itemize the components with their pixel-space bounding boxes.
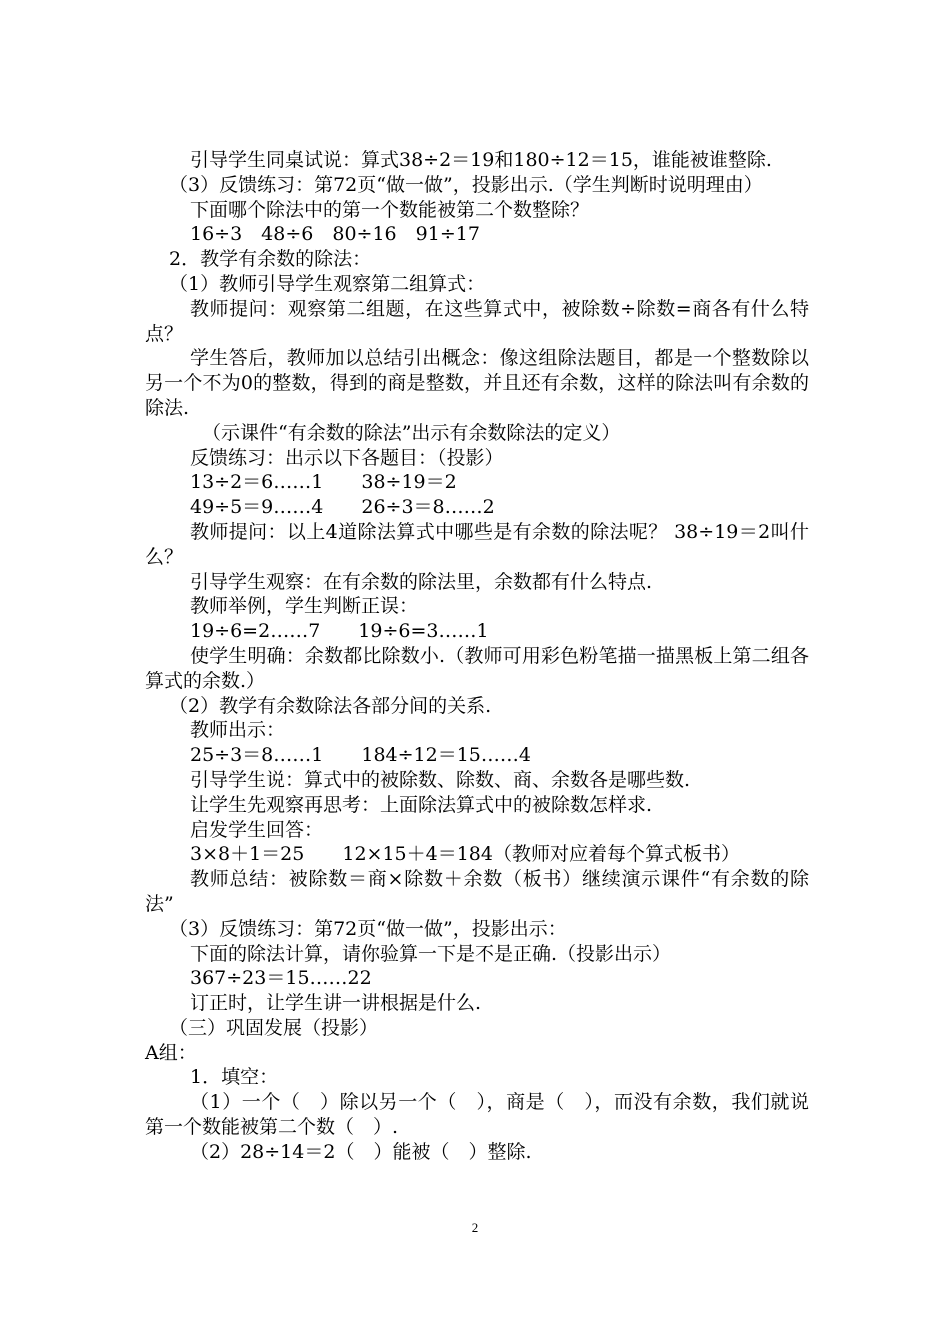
paragraph: （3）反馈练习：第72页“做一做”，投影出示.（学生判断时说明理由） bbox=[169, 173, 763, 196]
paragraph: 教师提问：观察第二组题，在这些算式中，被除数÷除数=商各有什么特点？ bbox=[145, 297, 809, 345]
paragraph: （2）28÷14＝2（ ）能被（ ）整除. bbox=[190, 1140, 532, 1163]
paragraph: 引导学生观察：在有余数的除法里，余数都有什么特点. bbox=[190, 570, 653, 593]
paragraph: 教师总结：被除数＝商×除数＋余数（板书）继续演示课件“有余数的除法” bbox=[145, 868, 809, 915]
paragraph: （1）教师引导学生观察第二组算式： bbox=[169, 272, 486, 295]
paragraph: 教师提问：以上4道除法算式中哪些是有余数的除法呢？ 38÷19＝2叫什么？ bbox=[145, 520, 809, 568]
paragraph: 367÷23＝15……22 bbox=[190, 967, 372, 990]
paragraph: 1．填空： bbox=[190, 1066, 279, 1089]
paragraph: 16÷3 48÷6 80÷16 91÷17 bbox=[190, 223, 480, 246]
paragraph: 使学生明确：余数都比除数小.（教师可用彩色粉笔描一描黑板上第二组各算式的余数.） bbox=[145, 644, 809, 692]
paragraph: 下面哪个除法中的第一个数能被第二个数整除？ bbox=[190, 198, 590, 221]
paragraph: 19÷6=2……7 19÷6=3……1 bbox=[190, 620, 489, 643]
paragraph: （示课件“有余数的除法”出示有余数除法的定义） bbox=[202, 421, 621, 444]
paragraph: 让学生先观察再思考：上面除法算式中的被除数怎样求. bbox=[190, 793, 653, 816]
paragraph: （1）一个（ ）除以另一个（ ），商是（ ），而没有余数，我们就说第一个数能被第二个数（ ）. bbox=[145, 1091, 809, 1139]
paragraph: 3×8＋1＝25 12×15＋4＝184（教师对应着每个算式板书） bbox=[190, 843, 740, 866]
paragraph: （3）反馈练习：第72页“做一做”，投影出示： bbox=[169, 917, 567, 940]
paragraph: 教师出示： bbox=[190, 719, 286, 742]
paragraph: 13÷2＝6……1 38÷19＝2 bbox=[190, 471, 457, 494]
paragraph: 教师举例，学生判断正误： bbox=[190, 595, 419, 618]
paragraph: 订正时，让学生讲一讲根据是什么. bbox=[190, 992, 482, 1015]
paragraph: 49÷5＝9……4 26÷3＝8……2 bbox=[190, 496, 495, 519]
paragraph: 引导学生说：算式中的被除数、除数、商、余数各是哪些数. bbox=[190, 768, 691, 791]
body-text bbox=[145, 148, 809, 1165]
paragraph: （三）巩固发展（投影） bbox=[169, 1016, 379, 1039]
paragraph: 25÷3＝8……1 184÷12＝15……4 bbox=[190, 744, 531, 767]
paragraph: 引导学生同桌试说：算式38÷2＝19和180÷12＝15，谁能被谁整除. bbox=[190, 149, 772, 171]
paragraph: （2）教学有余数除法各部分间的关系. bbox=[169, 694, 492, 717]
paragraph: 下面的除法计算，请你验算一下是不是正确.（投影出示） bbox=[190, 942, 672, 965]
paragraph: A组： bbox=[145, 1041, 197, 1064]
paragraph: 学生答后，教师加以总结引出概念：像这组除法题目，都是一个整数除以另一个不为0的整数，得到的商是整数，并且还有余数，这样的除法叫有余数的除法. bbox=[145, 347, 809, 419]
paragraph: 2．教学有余数的除法： bbox=[169, 248, 372, 271]
paragraph: 反馈练习：出示以下各题目：（投影） bbox=[190, 446, 504, 469]
paragraph: 启发学生回答： bbox=[190, 818, 324, 841]
page-number: 2 bbox=[471, 1220, 479, 1235]
